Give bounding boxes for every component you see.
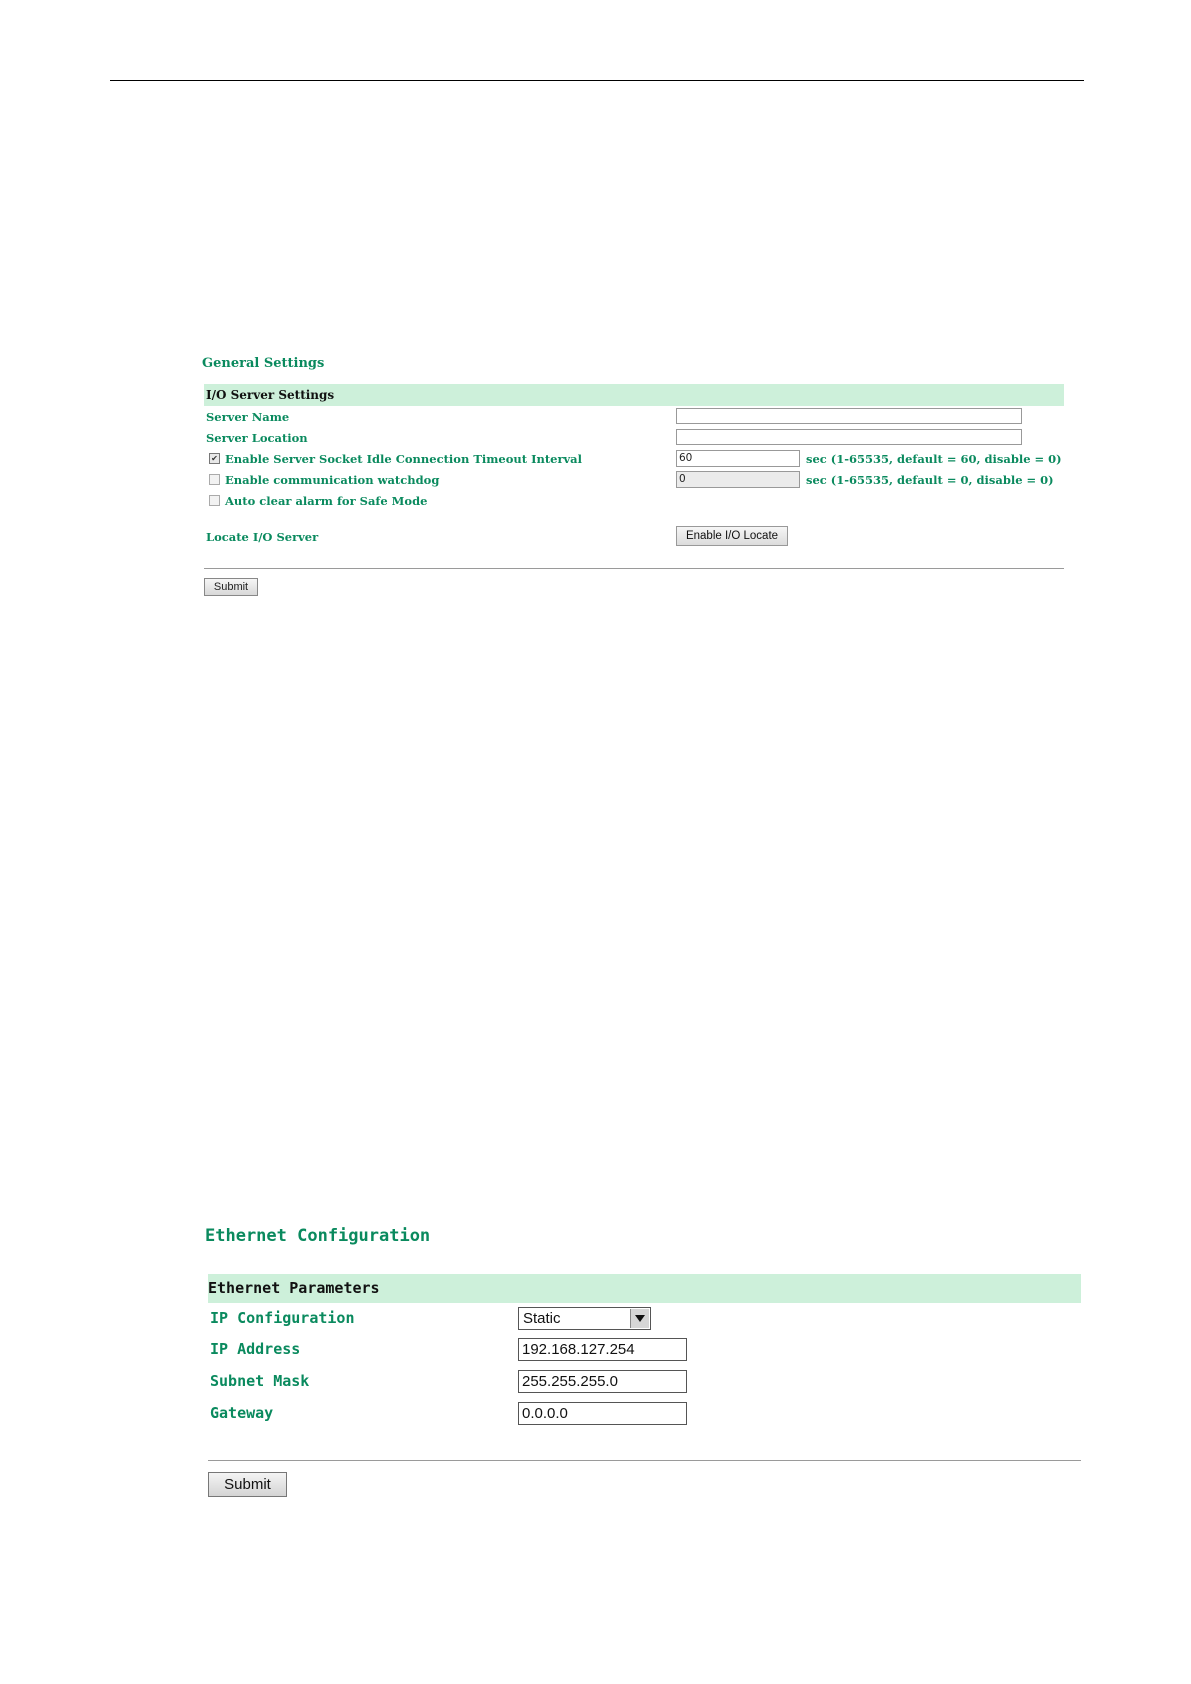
chevron-down-icon[interactable] [630,1309,649,1328]
ethernet-params-header-label: Ethernet Parameters [208,1279,380,1297]
ethernet-config-title: Ethernet Configuration [205,1226,431,1246]
general-settings-title: General Settings [202,356,325,371]
ethernet-params-header [208,1274,1081,1303]
subnet-mask-row [208,1370,1081,1396]
general-submit-button[interactable]: Submit [204,578,258,596]
ip-config-value: Static [523,1310,561,1327]
watchdog-checkbox[interactable] [209,474,220,485]
gateway-input[interactable]: 0.0.0.0 [518,1402,687,1425]
subnet-mask-input[interactable]: 255.255.255.0 [518,1370,687,1393]
page-top-rule [110,80,1084,81]
idle-timeout-hint: sec (1-65535, default = 60, disable = 0) [806,452,1062,466]
watchdog-input[interactable]: 0 [676,471,800,488]
locate-row [204,528,1064,548]
idle-timeout-input[interactable]: 60 [676,450,800,467]
ethernet-submit-button[interactable]: Submit [208,1472,287,1497]
server-name-row [204,408,1064,428]
io-server-settings-header [204,384,1064,406]
idle-timeout-checkbox[interactable] [209,453,220,464]
auto-clear-row [204,492,1064,512]
auto-clear-label: Auto clear alarm for Safe Mode [225,494,428,508]
idle-timeout-label: Enable Server Socket Idle Connection Timeout Interval [225,452,583,466]
ip-config-row [208,1307,1081,1333]
ip-config-select[interactable] [518,1307,651,1330]
ip-address-input[interactable]: 192.168.127.254 [518,1338,687,1361]
server-location-input[interactable] [676,429,1022,445]
watchdog-label: Enable communication watchdog [225,473,440,487]
enable-locate-button[interactable]: Enable I/O Locate [676,526,788,546]
ip-address-row [208,1338,1081,1364]
server-name-label: Server Name [206,410,290,424]
io-server-settings-header-label: I/O Server Settings [206,388,335,402]
auto-clear-checkbox[interactable] [209,495,220,506]
ip-config-label: IP Configuration [210,1309,355,1327]
check-icon: ✔ [211,454,218,463]
gateway-label: Gateway [210,1404,274,1422]
ip-address-label: IP Address [210,1340,301,1358]
watchdog-hint: sec (1-65535, default = 0, disable = 0) [806,473,1054,487]
server-location-row [204,429,1064,449]
locate-label: Locate I/O Server [206,530,319,544]
ethernet-divider [208,1460,1081,1461]
general-divider [204,568,1064,569]
gateway-row [208,1402,1081,1428]
server-location-label: Server Location [206,431,308,445]
idle-timeout-row [204,450,1064,470]
subnet-mask-label: Subnet Mask [210,1372,310,1390]
server-name-input[interactable] [676,408,1022,424]
watchdog-row [204,471,1064,491]
